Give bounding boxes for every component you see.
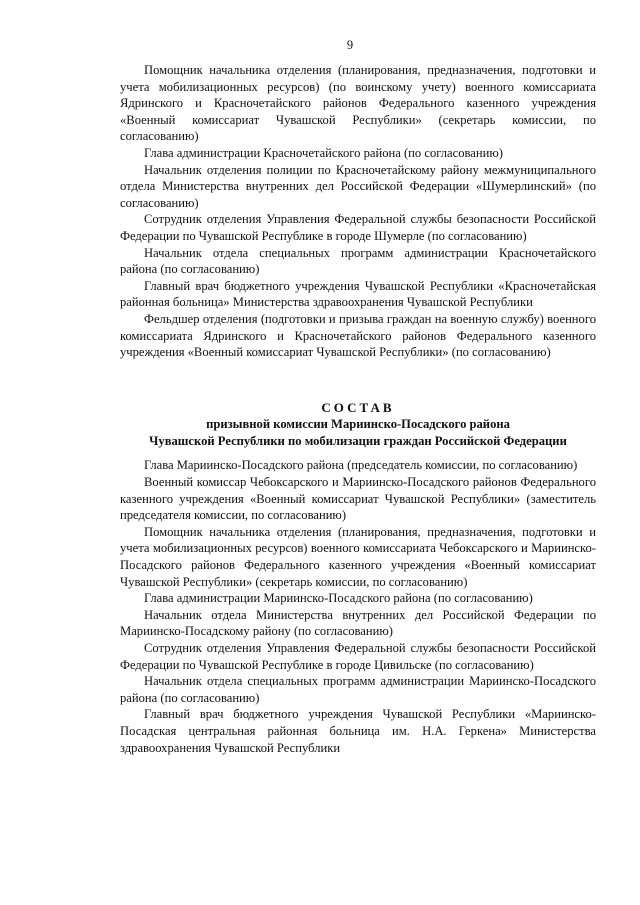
- member-entry: Военный комиссар Чебоксарского и Мариинско-Посадского районов Федерального казенного учреждения «Военный комиссариат Чувашской Республики» (заместитель председателя комиссии, по согласованию): [120, 475, 596, 523]
- section-heading: [120, 400, 596, 450]
- member-entry: Сотрудник отделения Управления Федеральной службы безопасности Российской Федерации по Чувашской Республике в городе Цивильске (по согласованию): [120, 641, 596, 672]
- section-title: СОСТАВ: [321, 399, 395, 415]
- member-entry: Помощник начальника отделения (планирования, предназначения, подготовки и учета мобилизационных ресурсов) военного комиссариата Чебоксарского и Мариинско-Посадского районов Федерального казенного учреждения «Военный комиссариат Чувашской Республики» (секретарь комиссии, по согласованию): [120, 524, 596, 589]
- document-body: [120, 62, 596, 756]
- section-subtitle-line-2: Чувашской Республики по мобилизации граждан Российской Федерации: [149, 433, 567, 448]
- member-entry: Глава администрации Красночетайского района (по согласованию): [144, 145, 503, 160]
- member-entry: Главный врач бюджетного учреждения Чувашской Республики «Красночетайская районная больница» Министерства здравоохранения Чувашской Республики: [120, 278, 596, 310]
- member-entry: Помощник начальника отделения (планирования, предназначения, подготовки и учета мобилизационных ресурсов) (по воинскому учету) военного комиссариата Ядринского и Красночетайского районов Федерального казенного учреждения «Военный комиссариат Чувашской Республики» (секретарь комиссии, по согласованию): [120, 63, 596, 144]
- page-number: 9: [346, 38, 354, 52]
- commission-list: [120, 457, 596, 756]
- member-entry: Глава Мариинско-Посадского района (председатель комиссии, по согласованию): [144, 458, 578, 473]
- member-entry: Начальник отделения полиции по Красночетайскому району межмуниципального отдела Министерства внутренних дел Российской Федерации «Шумерлинский» (по согласованию): [120, 162, 596, 210]
- commission-list-continued: [120, 62, 596, 361]
- section-subtitle-line-1: призывной комиссии Мариинско-Посадского района: [206, 417, 510, 432]
- member-entry: Главный врач бюджетного учреждения Чувашской Республики «Мариинско-Посадская центральная районная больница им. Н.А. Геркена» Министерства здравоохранения Чувашской Республики: [120, 707, 596, 755]
- member-entry: Фельдшер отделения (подготовки и призыва граждан на военную службу) военного комиссариата Ядринского и Красночетайского районов Федерального казенного учреждения «Военный комиссариат Чувашской Республики» (по согласованию): [120, 311, 596, 360]
- member-entry: Сотрудник отделения Управления Федеральной службы безопасности Российской Федерации по Чувашской Республике в городе Шумерле (по согласованию): [120, 212, 596, 243]
- member-entry: Начальник отдела специальных программ администрации Красночетайского района (по согласованию): [120, 245, 596, 277]
- member-entry: Глава администрации Мариинско-Посадского района (по согласованию): [144, 591, 533, 606]
- spacer: [120, 449, 596, 457]
- member-entry: Начальник отдела специальных программ администрации Мариинско-Посадского района (по согласованию): [120, 674, 596, 705]
- member-entry: Начальник отдела Министерства внутренних дел Российской Федерации по Мариинско-Посадскому району (по согласованию): [120, 607, 596, 639]
